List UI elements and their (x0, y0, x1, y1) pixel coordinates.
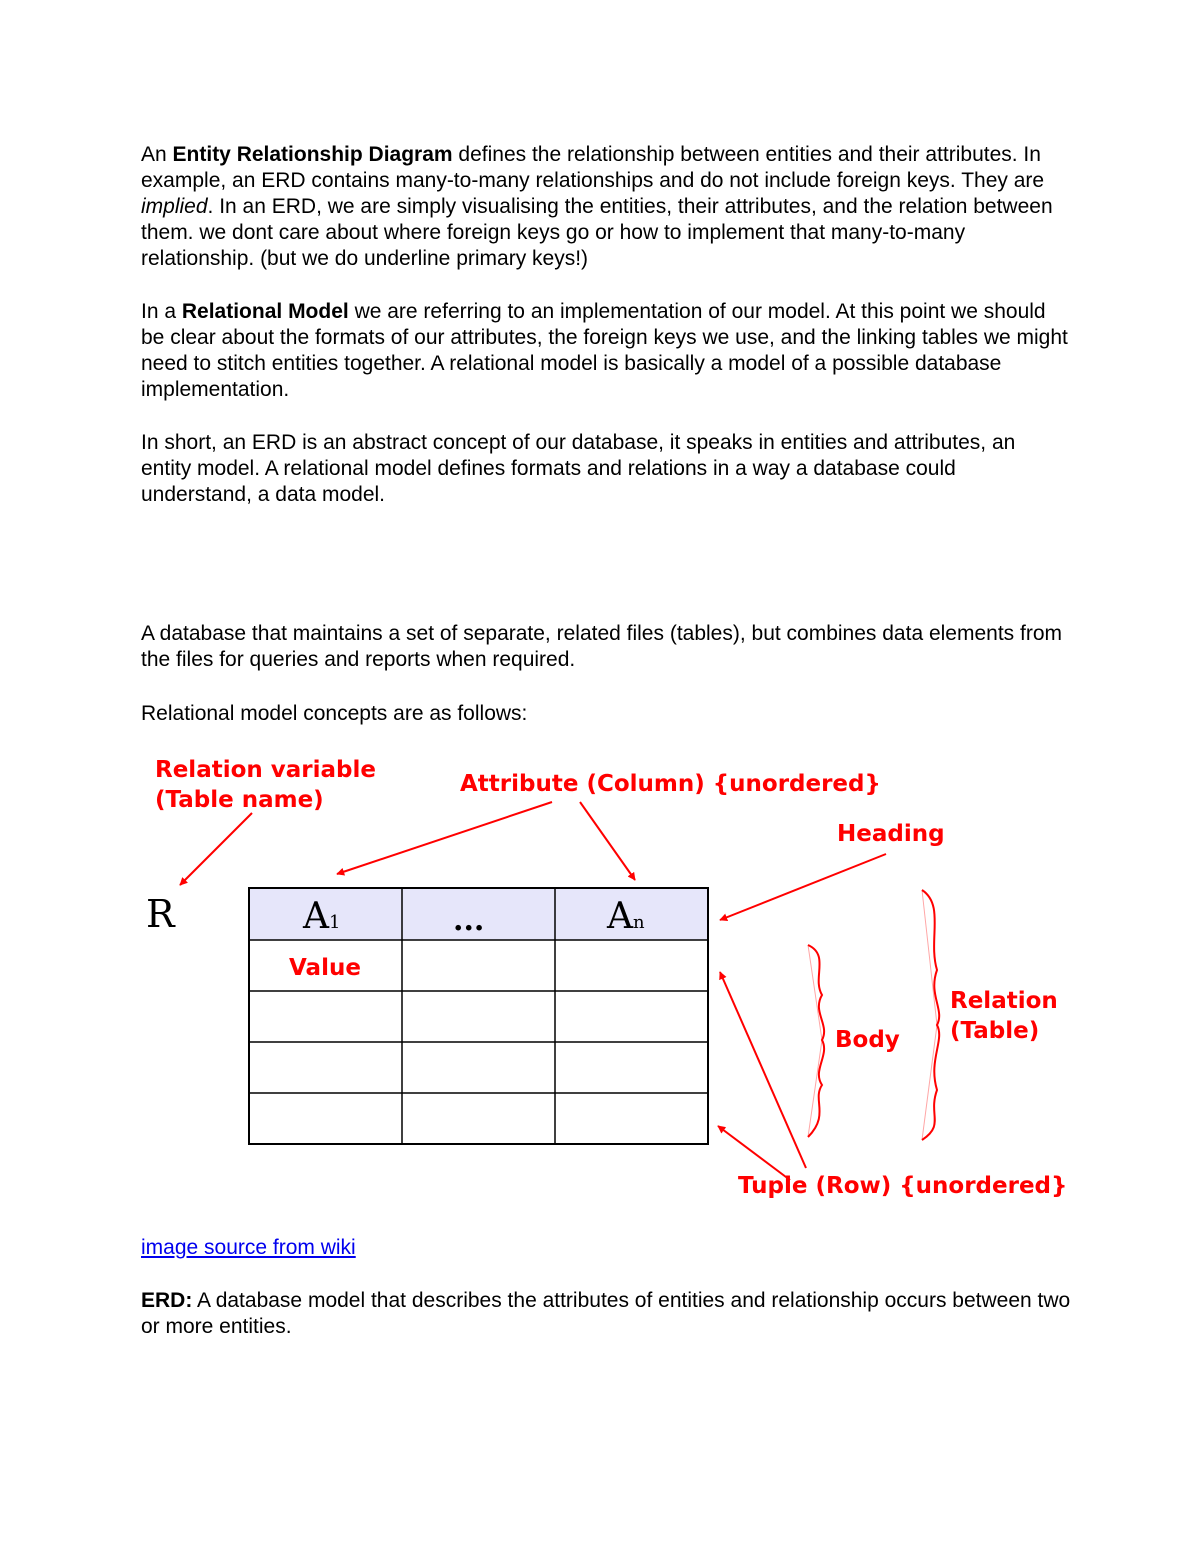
ellipsis-cell: ... (453, 903, 485, 938)
tuple-label: Tuple (Row) {unordered} (738, 1173, 1068, 1199)
attribute-subscript: n (633, 912, 645, 933)
relation-variable-label: Relation variable (155, 757, 376, 783)
r-symbol: R (146, 892, 175, 936)
bold-term: Entity Relationship Diagram (172, 143, 453, 166)
heading-label: Heading (837, 821, 945, 847)
attribute-letter: A (303, 896, 329, 937)
attribute-letter: A (607, 896, 633, 937)
text-span: . In an ERD, we are simply visualising the entities, their attributes, and the relation between them. we dont care about where foreign keys go or how to implement that many-to-many relationship. (but we do underline primary keys!) (141, 195, 1053, 270)
relation-table-label: (Table) (950, 1018, 1040, 1044)
relational-model-paragraph (141, 299, 1071, 403)
attribute-subscript: 1 (329, 912, 341, 933)
text-span: we are referring to an implementation of our model. At this point we should be clear about the formats of our attributes, the foreign keys we use, and the linking tables we might need to stitch entities together. A relational model is basically a model of a possible database implementation. (141, 300, 1068, 401)
tuple-arrow-top (720, 972, 806, 1168)
value-label: Value (289, 955, 361, 981)
attribute-arrow-left (337, 802, 552, 874)
text-span: In a (141, 300, 182, 323)
heading-arrow (720, 854, 886, 920)
image-source-link[interactable]: image source from wiki (141, 1236, 356, 1259)
attribute-label: Attribute (Column) {unordered} (460, 771, 881, 797)
erd-definition-paragraph (141, 1288, 1071, 1340)
attribute-arrow-right (580, 802, 635, 880)
erd-paragraph (141, 142, 1071, 272)
bold-term: ERD: (141, 1289, 193, 1312)
relation-variable-arrow (180, 813, 252, 885)
relational-model-diagram (0, 740, 1200, 1220)
database-definition-paragraph: A database that maintains a set of separate, related files (tables), but combines data elements from the files for queries and reports when required. (141, 622, 1063, 671)
relation-brace (922, 890, 939, 1140)
tuple-arrow-bottom (718, 1126, 790, 1180)
summary-paragraph: In short, an ERD is an abstract concept of our database, it speaks in entities and attributes, an entity model. A relational model defines formats and relations in a way a database could understand, a data model. (141, 431, 1016, 506)
concepts-intro-paragraph: Relational model concepts are as follows: (141, 702, 528, 725)
text-span: defines the relationship between entities and their attributes. In example, an ERD contains many-to-many relationships and do not include foreign keys. They are (141, 143, 1045, 192)
bold-term: Relational Model (181, 300, 349, 323)
table-name-label: (Table name) (155, 787, 324, 813)
relation-label: Relation (950, 988, 1058, 1014)
body-label: Body (835, 1027, 900, 1053)
relation-table (249, 888, 708, 1144)
text-span: A database model that describes the attributes of entities and relationship occurs between two or more entities. (141, 1289, 1071, 1338)
italic-term: implied (141, 195, 208, 218)
text-span: An (141, 143, 173, 166)
